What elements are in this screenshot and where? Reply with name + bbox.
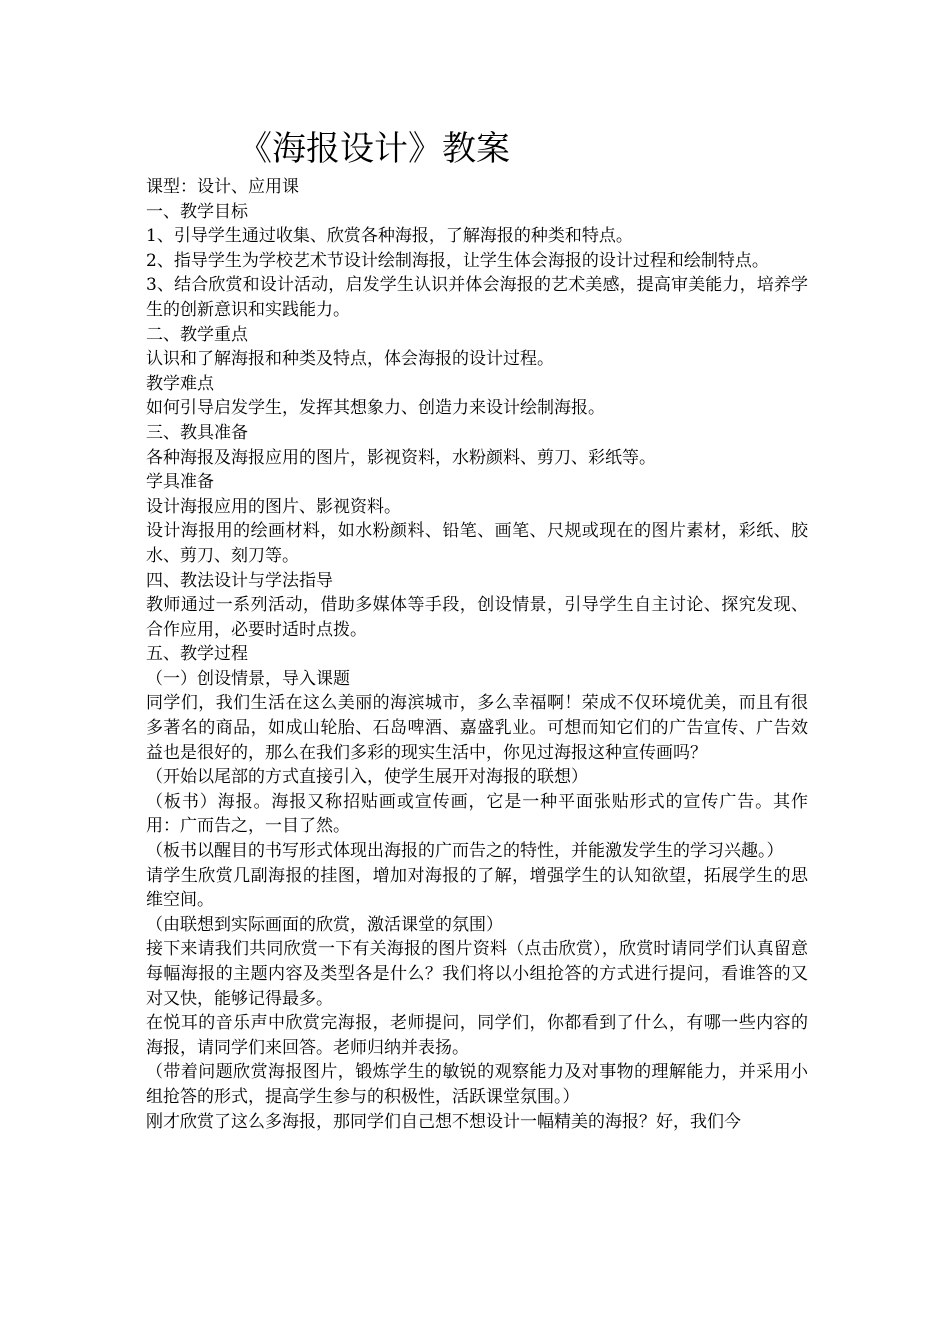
paragraph-image-appreciation: 接下来请我们共同欣赏一下有关海报的图片资料（点击欣赏），欣赏时请同学们认真留意每幅海报的主题内容及类型各是什么？我们将以小组抢答的方式进行提问，看谁答的又对又快，能够记得最多。 — [146, 939, 808, 1009]
paragraph-teaching-method: 教师通过一系列活动，借助多媒体等手段，创设情景，引导学生自主讨论、探究发现、合作应用，必要时适时点拨。 — [146, 595, 808, 640]
paragraph-goal-1: 1、引导学生通过收集、欣赏各种海报，了解海报的种类和特点。 — [146, 226, 633, 247]
document-body — [146, 175, 808, 1134]
paragraph-goal-3: 3、结合欣赏和设计活动，启发学生认识并体会海报的艺术美感，提高审美能力，培养学生的创新意识和实践能力。 — [146, 275, 808, 320]
paragraph-appreciation: 请学生欣赏几副海报的挂图，增加对海报的了解，增强学生的认知欲望，拓展学生的思维空间。 — [146, 865, 808, 911]
paragraph-board-definition: （板书）海报。海报又称招贴画或宣传画，它是一种平面张贴形式的宣传广告。其作用：广而告之，一目了然。 — [146, 791, 808, 837]
heading-student-tools: 学具准备 — [146, 472, 214, 493]
subheading-intro: （一）创设情景，导入课题 — [146, 668, 350, 689]
paragraph-intro: 同学们，我们生活在这么美丽的海滨城市，多么幸福啊！荣成不仅环境优美，而且有很多著名的商品，如成山轮胎、石岛啤酒、嘉盛乳业。可想而知它们的广告宣传、广告效益也是很好的，那么在我们多彩的现实生活中，你见过海报这种宣传画吗？ — [146, 693, 808, 763]
paragraph-music-appreciation: 在悦耳的音乐声中欣赏完海报，老师提问，同学们，你都看到了什么，有哪一些内容的海报，请同学们来回答。老师归纳并表扬。 — [146, 1013, 808, 1058]
paragraph-note-1: （开始以尾部的方式直接引入，使学生展开对海报的联想） — [146, 767, 588, 788]
paragraph-lesson-type: 课型：设计、应用课 — [146, 177, 299, 197]
heading-key-points: 二、教学重点 — [146, 324, 248, 345]
document-title: 《海报设计》教案 — [238, 129, 510, 169]
paragraph-note-2: （板书以醒目的书写形式体现出海报的广而告之的特性，并能激发学生的学习兴趣。） — [146, 841, 784, 862]
paragraph-difficulties: 如何引导启发学生，发挥其想象力、创造力来设计绘制海报。 — [146, 398, 605, 419]
paragraph-key-points: 认识和了解海报和种类及特点，体会海报的设计过程。 — [146, 349, 554, 370]
heading-teaching-process: 五、教学过程 — [146, 644, 248, 665]
paragraph-teaching-tools: 各种海报及海报应用的图片，影视资料，水粉颜料、剪刀、彩纸等。 — [146, 447, 656, 468]
heading-difficulties: 教学难点 — [146, 373, 214, 394]
heading-teaching-tools: 三、教具准备 — [146, 422, 248, 443]
heading-teaching-goals: 一、教学目标 — [146, 201, 248, 222]
paragraph-design-prompt: 刚才欣赏了这么多海报，那同学们自己想不想设计一幅精美的海报？好，我们今 — [146, 1111, 741, 1132]
paragraph-note-4: （带着问题欣赏海报图片，锻炼学生的敏锐的观察能力及对事物的理解能力，并采用小组抢答的形式，提高学生参与的积极性，活跃课堂氛围。） — [146, 1062, 808, 1107]
paragraph-note-3: （由联想到实际画面的欣赏，激活课堂的氛围） — [146, 914, 503, 935]
paragraph-goal-2: 2、指导学生为学校艺术节设计绘制海报，让学生体会海报的设计过程和绘制特点。 — [146, 250, 769, 271]
paragraph-student-tools-1: 设计海报应用的图片、影视资料。 — [146, 496, 401, 517]
heading-teaching-method: 四、教法设计与学法指导 — [146, 570, 333, 591]
paragraph-student-tools-2: 设计海报用的绘画材料，如水粉颜料、铅笔、画笔、尺规或现在的图片素材，彩纸、胶水、剪刀、刻刀等。 — [146, 521, 808, 566]
